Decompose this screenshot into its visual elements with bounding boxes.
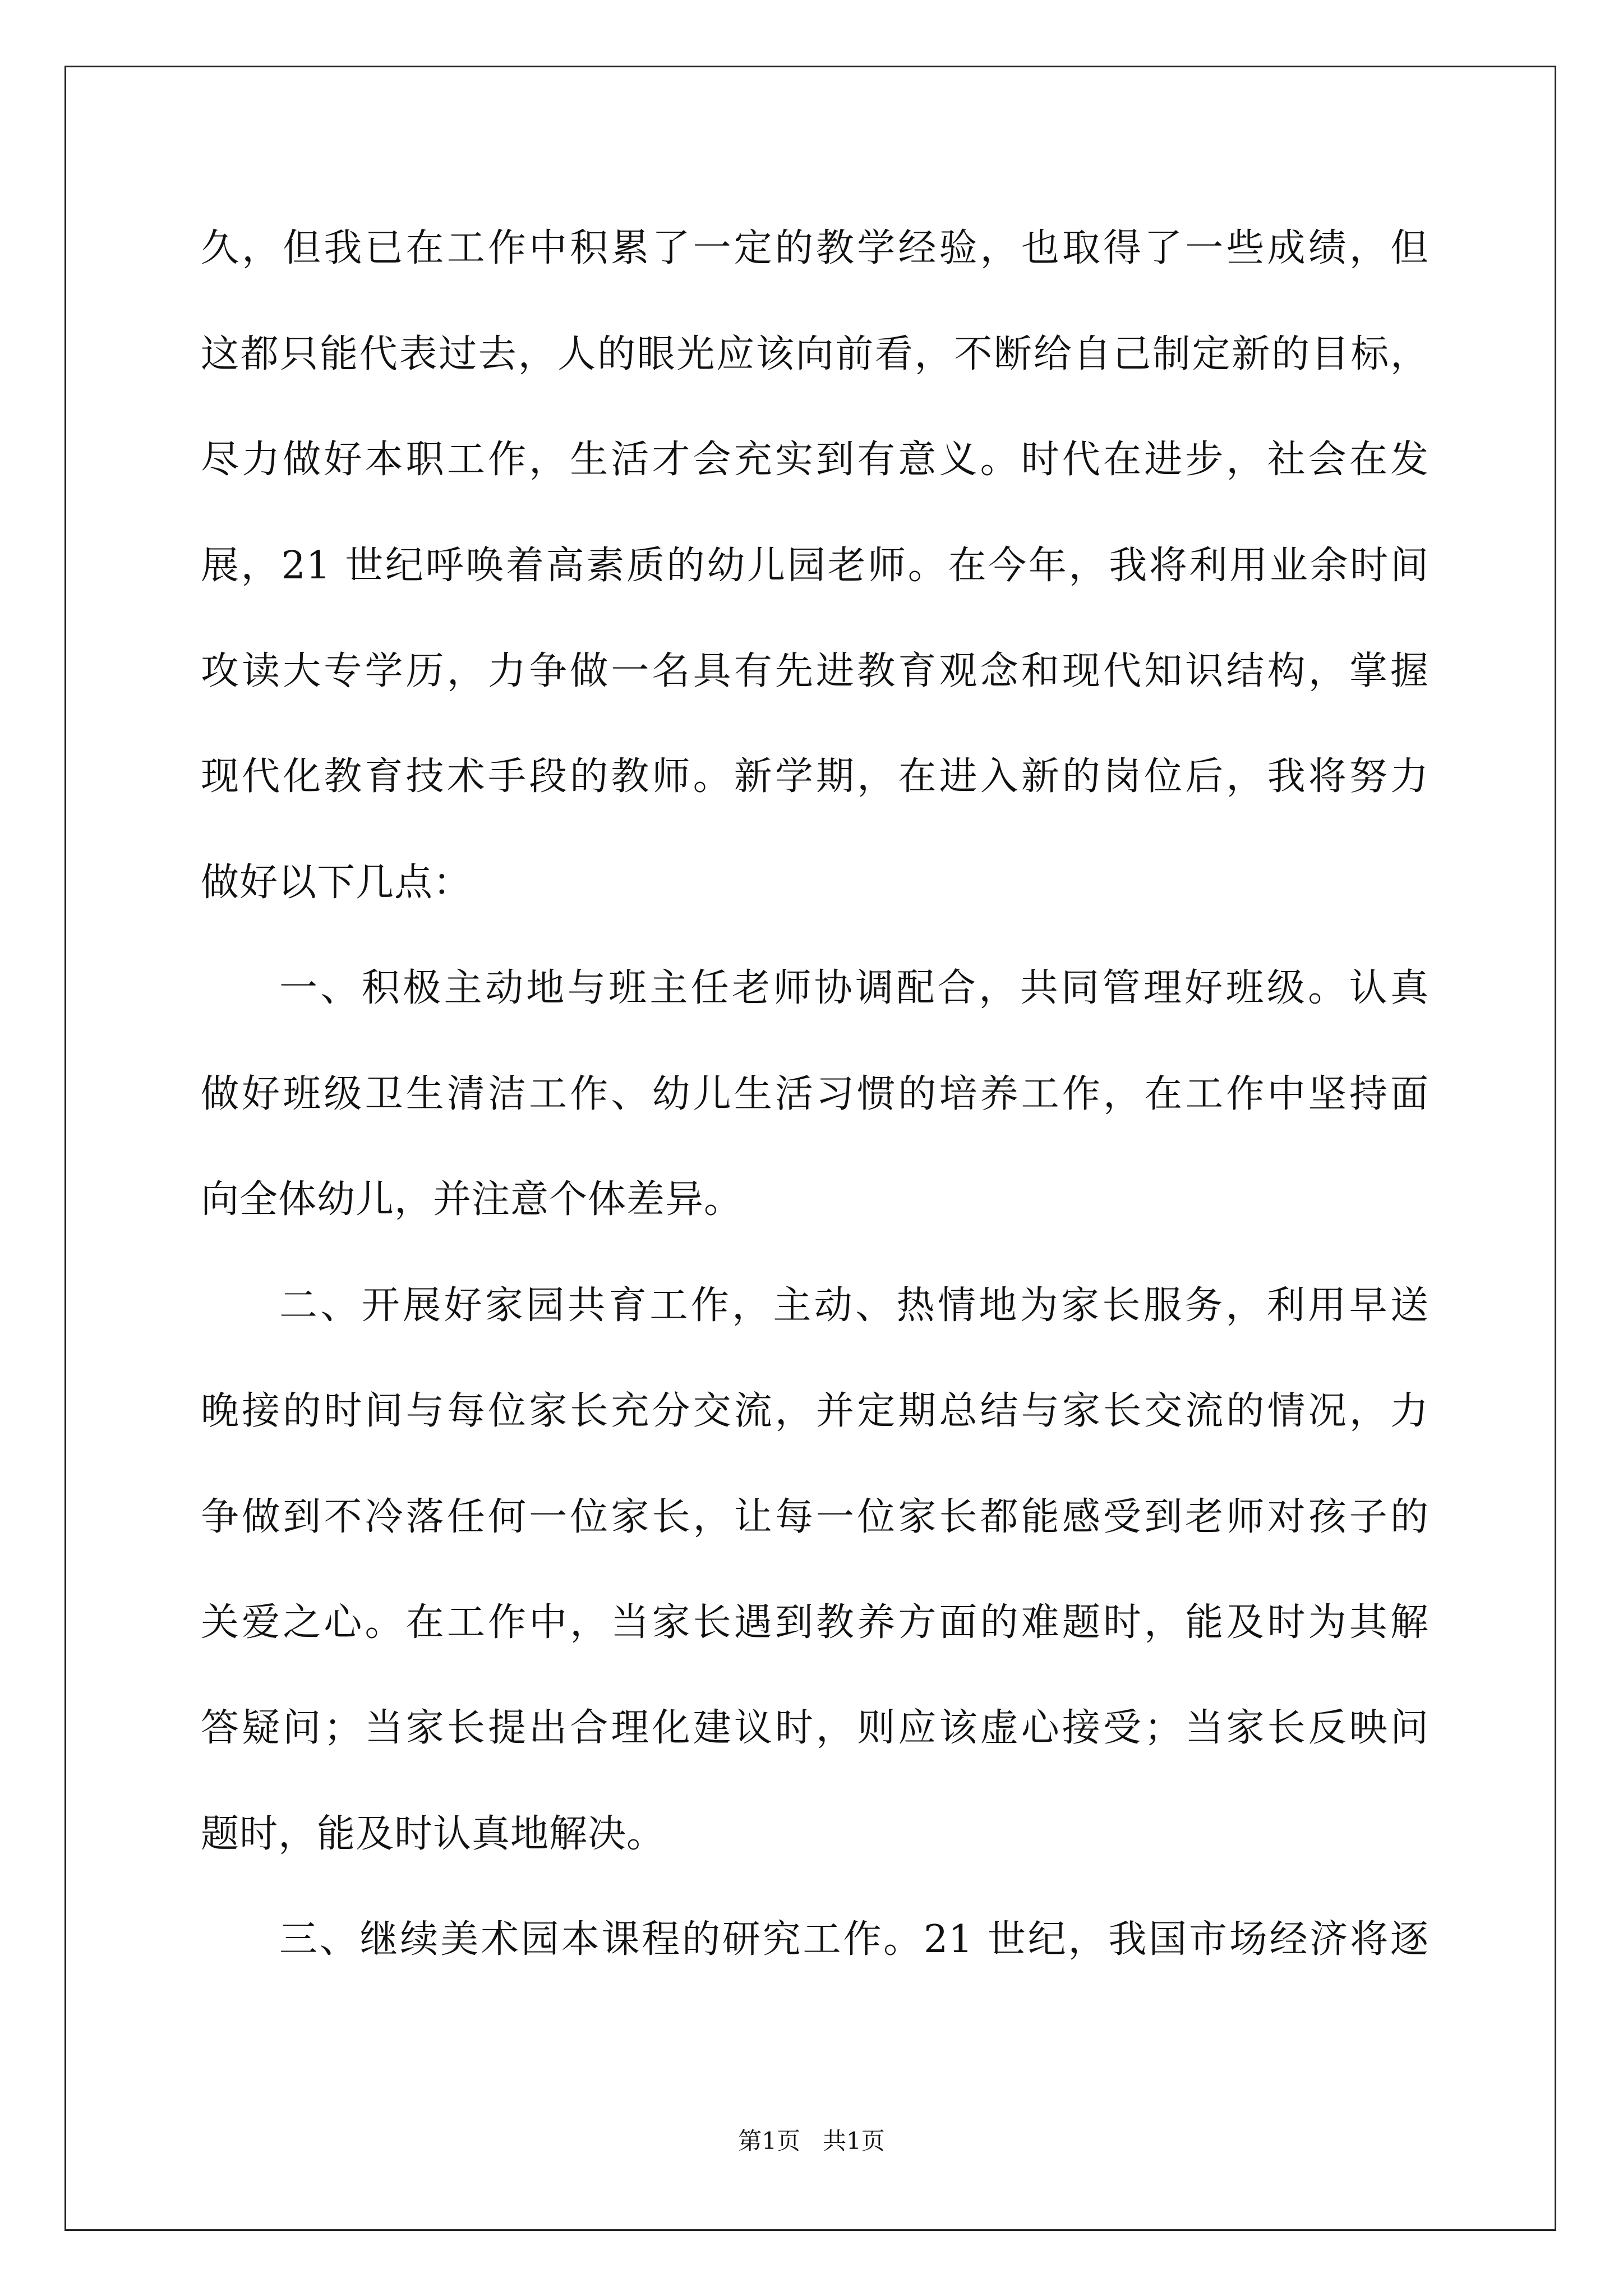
body-text-line: 尽力做好本职工作，生活才会充实到有意义。时代在进步，社会在发: [201, 438, 1429, 482]
page-border: [64, 66, 1556, 2231]
body-text-line: 攻读大专学历，力争做一名具有先进教育观念和现代知识结构，掌握: [201, 649, 1429, 693]
body-text-line: 题时，能及时认真地解决。: [201, 1812, 666, 1856]
paragraph-first-line: 一、积极主动地与班主任老师协调配合，共同管理好班级。认真: [279, 966, 1429, 1010]
body-text-line: 做好班级卫生清洁工作、幼儿生活习惯的培养工作，在工作中坚持面: [201, 1072, 1429, 1116]
body-text-line: 关爱之心。在工作中，当家长遇到教养方面的难题时，能及时为其解: [201, 1600, 1429, 1645]
body-text-line: 争做到不冷落任何一位家长，让每一位家长都能感受到老师对孩子的: [201, 1495, 1429, 1539]
body-text-line: 做好以下几点：: [201, 861, 472, 905]
body-text-line: 晚接的时间与每位家长充分交流，并定期总结与家长交流的情况，力: [201, 1389, 1429, 1433]
paragraph-first-line: 二、开展好家园共育工作，主动、热情地为家长服务，利用早送: [279, 1283, 1429, 1328]
body-text-line: 答疑问；当家长提出合理化建议时，则应该虚心接受；当家长反映问: [201, 1706, 1429, 1750]
body-text-line: 现代化教育技术手段的教师。新学期，在进入新的岗位后，我将努力: [201, 754, 1429, 799]
body-text-line: 久，但我已在工作中积累了一定的教学经验，也取得了一些成绩，但: [201, 226, 1429, 270]
body-text-line: 展，21 世纪呼唤着高素质的幼儿园老师。在今年，我将利用业余时间: [201, 544, 1429, 588]
page-footer: 第1页 共1页: [738, 2127, 885, 2155]
paragraph-first-line: 三、继续美术园本课程的研究工作。21 世纪，我国市场经济将逐: [279, 1917, 1429, 1962]
body-text-line: 向全体幼儿，并注意个体差异。: [201, 1177, 743, 1222]
body-text-line: 这都只能代表过去，人的眼光应该向前看，不断给自己制定新的目标，: [201, 332, 1429, 376]
